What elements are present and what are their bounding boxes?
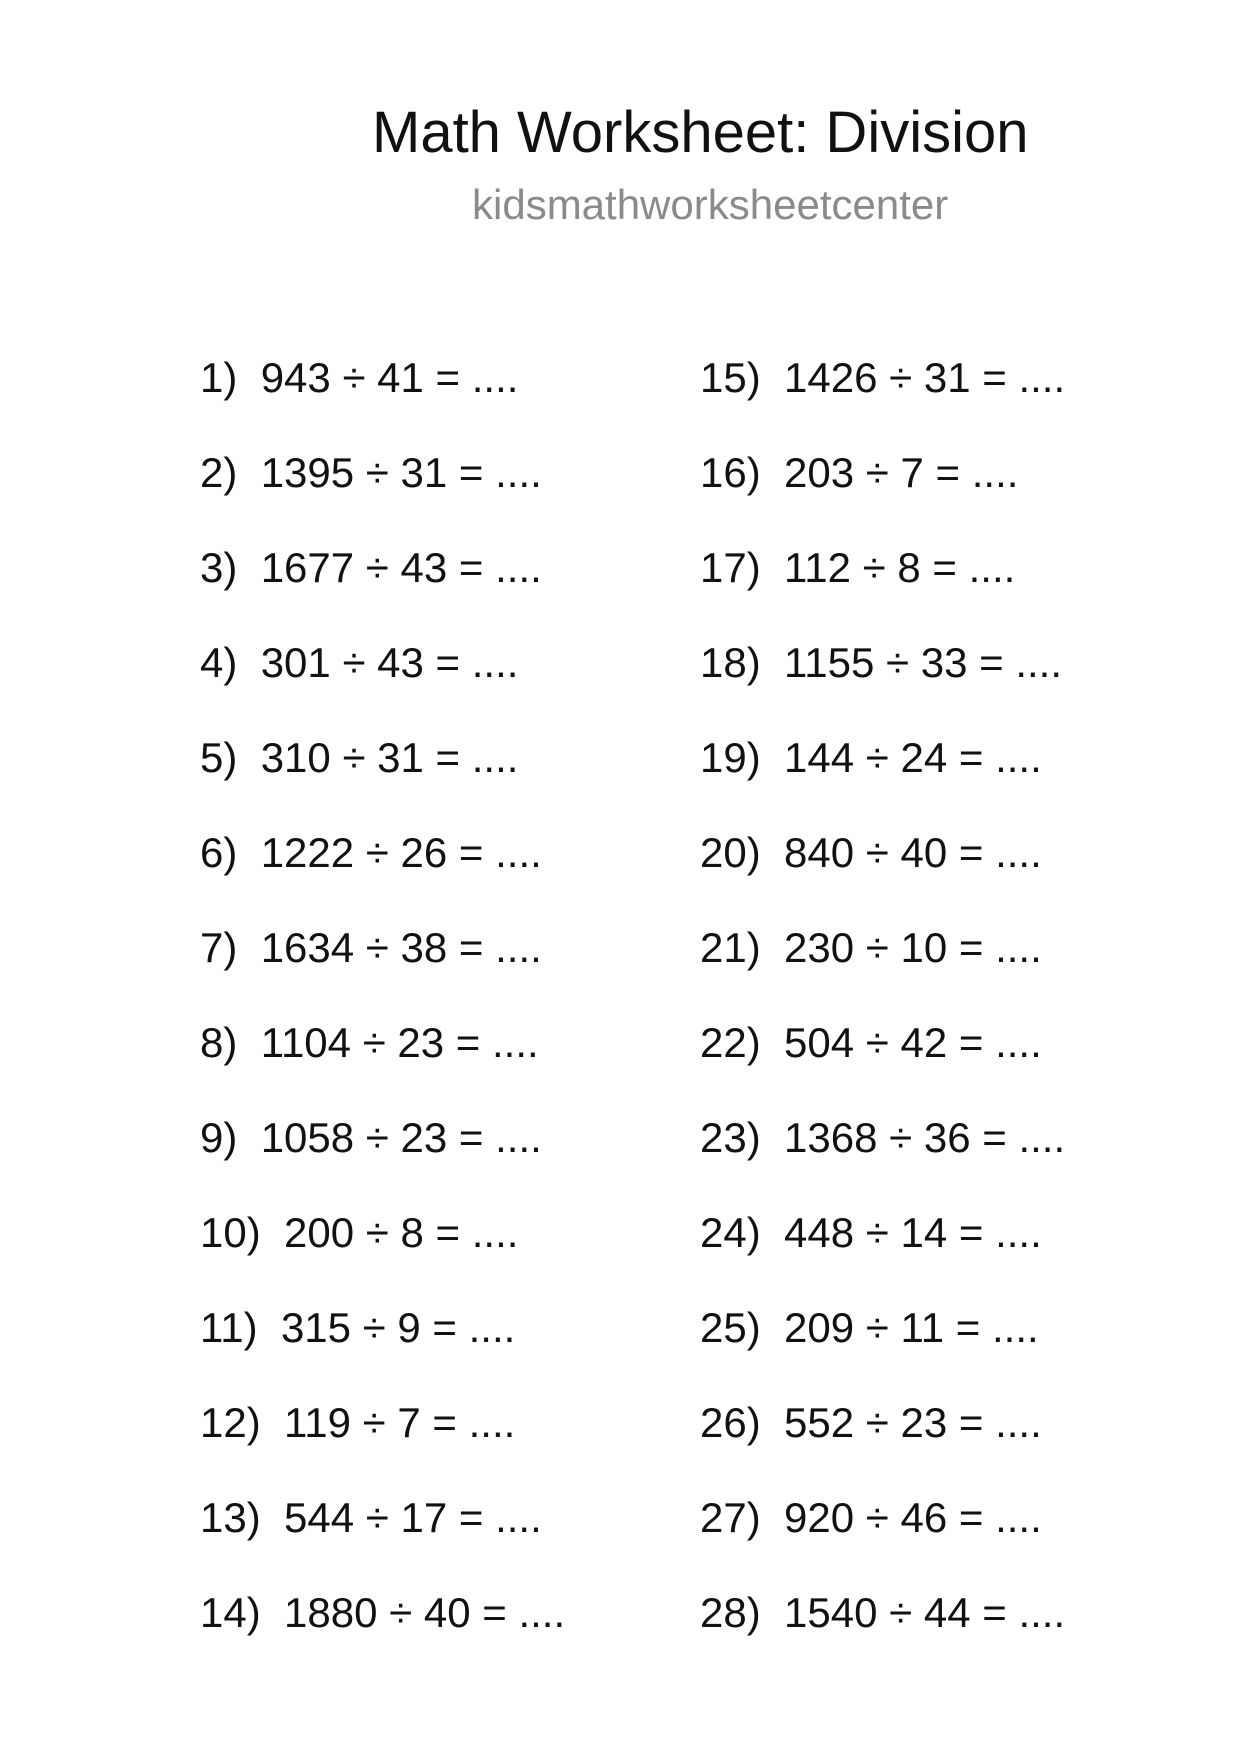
problem-expression: 504 ÷ 42 = .... bbox=[784, 1019, 1042, 1066]
problem-number: 5) bbox=[200, 734, 238, 781]
problem-expression: 1634 ÷ 38 = .... bbox=[260, 924, 542, 971]
problem-expression: 144 ÷ 24 = .... bbox=[784, 734, 1042, 781]
problem-row bbox=[700, 633, 1065, 728]
problem-number: 17) bbox=[700, 544, 761, 591]
problem-row bbox=[200, 823, 565, 918]
problem-number: 23) bbox=[700, 1114, 761, 1161]
problem-expression: 1677 ÷ 43 = .... bbox=[260, 544, 542, 591]
problem-row bbox=[200, 1488, 565, 1583]
problem-number: 9) bbox=[200, 1114, 238, 1161]
problem-row bbox=[700, 1108, 1065, 1203]
problem-number: 7) bbox=[200, 924, 238, 971]
problem-row bbox=[200, 1203, 565, 1298]
problem-row bbox=[700, 1393, 1065, 1488]
problem-row bbox=[200, 918, 565, 1013]
problem-row bbox=[200, 1583, 565, 1678]
problem-expression: 310 ÷ 31 = .... bbox=[260, 734, 519, 781]
problem-expression: 920 ÷ 46 = .... bbox=[784, 1494, 1042, 1541]
problem-number: 27) bbox=[700, 1494, 761, 1541]
problem-expression: 119 ÷ 7 = .... bbox=[284, 1399, 516, 1446]
problem-expression: 1880 ÷ 40 = .... bbox=[284, 1589, 566, 1636]
problem-number: 28) bbox=[700, 1589, 761, 1636]
problem-expression: 1155 ÷ 33 = .... bbox=[784, 639, 1063, 686]
problem-row bbox=[200, 538, 565, 633]
problem-row bbox=[200, 633, 565, 728]
problem-row bbox=[700, 1488, 1065, 1583]
problem-expression: 301 ÷ 43 = .... bbox=[260, 639, 519, 686]
problem-expression: 1222 ÷ 26 = .... bbox=[260, 829, 542, 876]
problem-expression: 448 ÷ 14 = .... bbox=[784, 1209, 1042, 1256]
problem-row bbox=[700, 1013, 1065, 1108]
problem-row bbox=[700, 348, 1065, 443]
problem-number: 21) bbox=[700, 924, 761, 971]
problem-expression: 112 ÷ 8 = .... bbox=[784, 544, 1016, 591]
problem-expression: 1104 ÷ 23 = .... bbox=[260, 1019, 539, 1066]
problem-number: 22) bbox=[700, 1019, 761, 1066]
problem-row bbox=[700, 443, 1065, 538]
problem-row bbox=[700, 538, 1065, 633]
problem-row bbox=[700, 1203, 1065, 1298]
problem-expression: 315 ÷ 9 = .... bbox=[280, 1304, 516, 1351]
problem-expression: 203 ÷ 7 = .... bbox=[784, 449, 1019, 496]
problem-row bbox=[700, 1298, 1065, 1393]
problem-expression: 1368 ÷ 36 = .... bbox=[784, 1114, 1066, 1161]
problem-number: 13) bbox=[200, 1494, 261, 1541]
problem-row bbox=[200, 1393, 565, 1488]
problem-row bbox=[200, 348, 565, 443]
problem-column-right bbox=[700, 348, 1065, 1678]
problem-number: 2) bbox=[200, 449, 238, 496]
problem-number: 20) bbox=[700, 829, 761, 876]
problem-row bbox=[700, 823, 1065, 918]
problem-expression: 1058 ÷ 23 = .... bbox=[260, 1114, 542, 1161]
problem-number: 8) bbox=[200, 1019, 238, 1066]
problem-row bbox=[200, 1298, 565, 1393]
worksheet-subtitle: kidsmathworksheetcenter bbox=[472, 181, 949, 228]
problem-expression: 1426 ÷ 31 = .... bbox=[784, 354, 1066, 401]
problem-row bbox=[200, 1013, 565, 1108]
problem-number: 24) bbox=[700, 1209, 761, 1256]
problem-number: 1) bbox=[200, 354, 238, 401]
problem-expression: 1395 ÷ 31 = .... bbox=[260, 449, 542, 496]
problem-row bbox=[700, 1583, 1065, 1678]
problem-column-left bbox=[200, 348, 565, 1678]
problem-number: 25) bbox=[700, 1304, 761, 1351]
problem-row bbox=[200, 1108, 565, 1203]
problem-row bbox=[700, 728, 1065, 823]
problem-number: 14) bbox=[200, 1589, 261, 1636]
problem-expression: 209 ÷ 11 = .... bbox=[784, 1304, 1039, 1351]
problem-expression: 552 ÷ 23 = .... bbox=[784, 1399, 1042, 1446]
problem-expression: 943 ÷ 41 = .... bbox=[260, 354, 519, 401]
problem-expression: 230 ÷ 10 = .... bbox=[784, 924, 1042, 971]
problem-number: 10) bbox=[200, 1209, 261, 1256]
worksheet-title: Math Worksheet: Division bbox=[372, 100, 1029, 165]
problem-number: 11) bbox=[200, 1304, 258, 1351]
problem-number: 15) bbox=[700, 354, 761, 401]
problem-row bbox=[200, 443, 565, 538]
problem-expression: 1540 ÷ 44 = .... bbox=[784, 1589, 1066, 1636]
problem-expression: 544 ÷ 17 = .... bbox=[284, 1494, 542, 1541]
problem-number: 12) bbox=[200, 1399, 261, 1446]
problem-number: 3) bbox=[200, 544, 238, 591]
problem-number: 16) bbox=[700, 449, 761, 496]
problem-expression: 840 ÷ 40 = .... bbox=[784, 829, 1042, 876]
problem-row bbox=[200, 728, 565, 823]
problem-number: 26) bbox=[700, 1399, 761, 1446]
problem-number: 6) bbox=[200, 829, 238, 876]
problem-row bbox=[700, 918, 1065, 1013]
problem-number: 18) bbox=[700, 639, 761, 686]
problem-number: 19) bbox=[700, 734, 761, 781]
problem-number: 4) bbox=[200, 639, 238, 686]
problem-expression: 200 ÷ 8 = .... bbox=[284, 1209, 519, 1256]
